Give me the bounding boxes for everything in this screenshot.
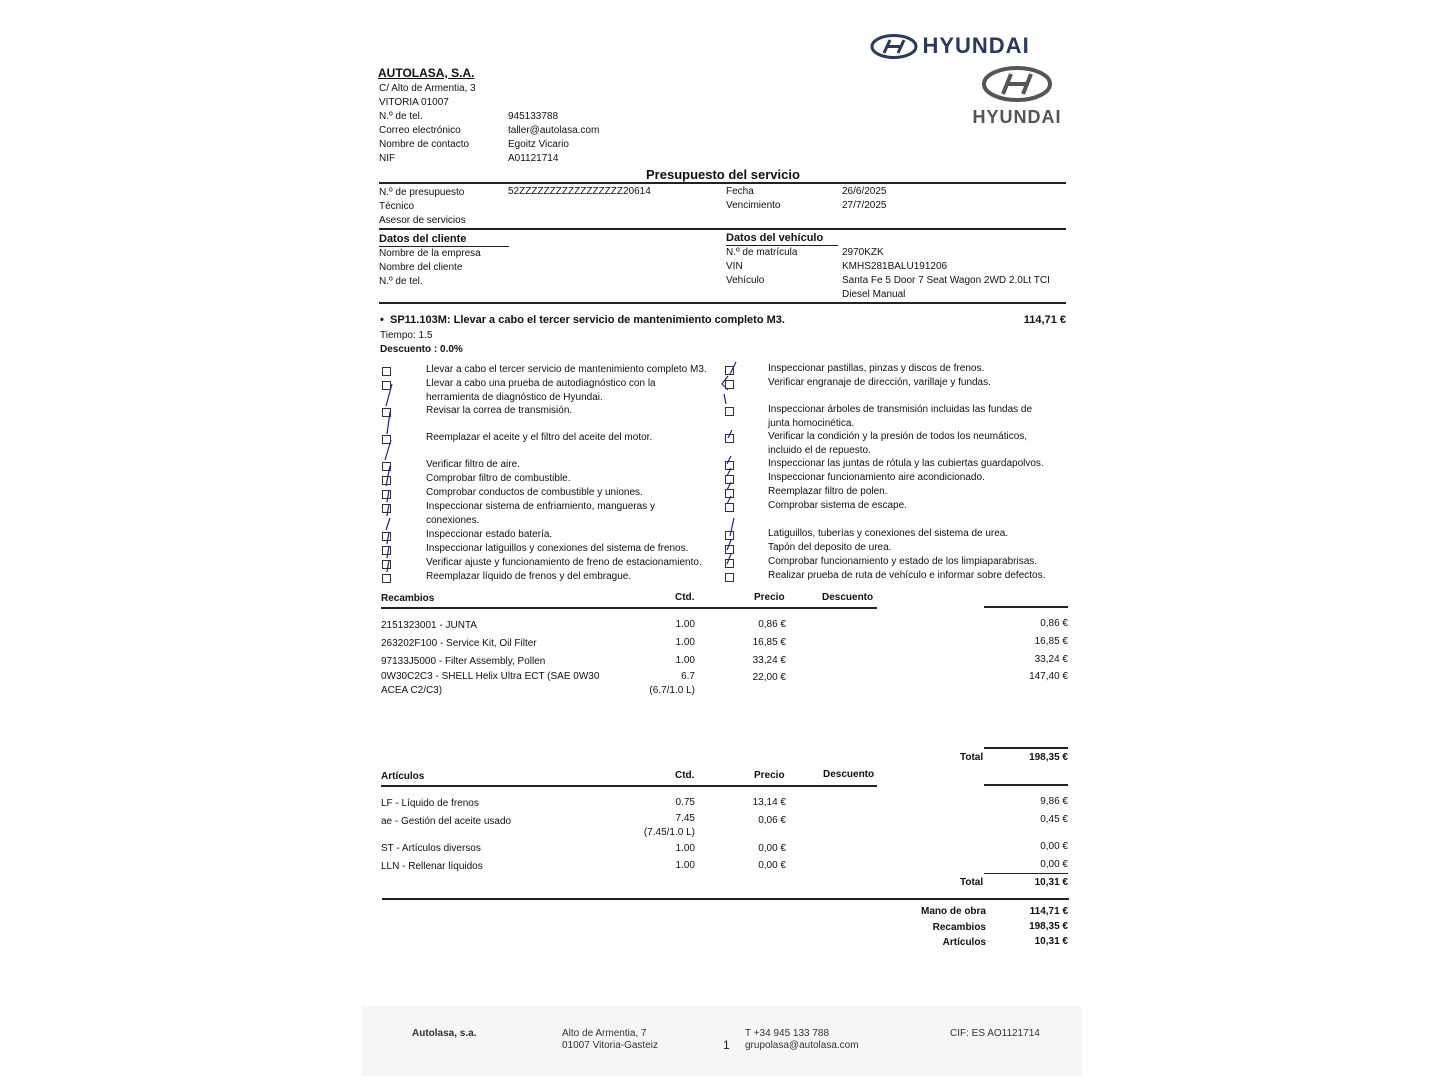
task-text: Comprobar sistema de escape. — [768, 500, 907, 511]
articles-header-name: Artículos — [381, 771, 425, 782]
budget-expiry: 27/7/2025 — [842, 200, 887, 211]
footer-address1: Alto de Armentia, 7 — [562, 1028, 647, 1039]
vehicle-vin: KMHS281BALU191206 — [842, 261, 948, 272]
article-total: 0,45 € — [1040, 814, 1068, 825]
budget-label: Técnico — [379, 201, 415, 212]
part-total: 0,86 € — [1040, 618, 1068, 629]
title-divider — [379, 182, 1066, 184]
parts-total-label: Total — [960, 752, 984, 763]
budget-label: Vencimiento — [726, 200, 781, 211]
part-price: 0,86 € — [758, 619, 786, 630]
article-qty: 1.00 — [675, 843, 695, 854]
company-row-label: Correo electrónico — [379, 125, 461, 136]
articles-header-price: Precio — [754, 770, 785, 781]
vehicle-divider — [379, 302, 1066, 304]
part-qty: 6.7 — [681, 671, 695, 682]
article-qty: 7.45 — [675, 813, 695, 824]
parts-total: 198,35 € — [1029, 752, 1068, 763]
hyundai-top-logo — [870, 33, 1030, 59]
task-text: Verificar la condición y la presión de todos los neumáticos, — [768, 431, 1028, 442]
parts-total-column-divider — [984, 606, 1068, 608]
company-row-value: 945133788 — [508, 111, 559, 122]
task-text: Inspeccionar funcionamiento aire acondicionado. — [768, 472, 985, 483]
company-row-value: taller@autolasa.com — [508, 125, 600, 136]
task-text: Inspeccionar árboles de transmisión incluidas las fundas de — [768, 404, 1033, 415]
article-name: LF - Líquido de frenos — [381, 798, 479, 809]
footer-cif: CIF: ES AO1121714 — [950, 1028, 1040, 1039]
vehicle-plate: 2970KZK — [842, 247, 884, 258]
company-name: AUTOLASA, S.A. — [378, 66, 475, 80]
summary-value: 10,31 € — [1034, 936, 1068, 947]
part-qty-detail: (6.7/1.0 L) — [649, 685, 695, 696]
part-name: 97133J5000 - Filter Assembly, Pollen — [381, 656, 546, 667]
task-text: junta homocinética. — [768, 418, 855, 429]
task-text: Llevar a cabo una prueba de autodiagnóstico con la — [426, 378, 656, 389]
task-text: Verificar engranaje de dirección, varillaje y fundas. — [768, 377, 991, 388]
footer-page-number: 1 — [723, 1038, 730, 1052]
task-text: Verificar ajuste y funcionamiento de freno de estacionamiento. — [426, 557, 702, 568]
task-text: Latiguillos, tuberías y conexiones del sistema de urea. — [768, 528, 1009, 539]
document-title: Presupuesto del servicio — [646, 167, 800, 182]
handwritten-tick-marks-right — [718, 360, 742, 584]
hyundai-emblem-icon — [870, 34, 918, 59]
task-text: Comprobar filtro de combustible. — [426, 473, 571, 484]
footer-phone: T +34 945 133 788 — [745, 1028, 830, 1039]
part-qty: 1.00 — [675, 637, 695, 648]
task-text: Realizar prueba de ruta de vehículo e informar sobre defectos. — [768, 570, 1046, 581]
vehicle-row-label: N.º de matrícula — [726, 247, 798, 258]
summary-value: 114,71 € — [1029, 906, 1068, 917]
article-qty: 0.75 — [675, 797, 695, 808]
parts-header-divider — [381, 607, 877, 609]
task-text: incluido el de repuesto. — [768, 445, 871, 456]
article-name: ae - Gestión del aceite usado — [381, 816, 512, 827]
parts-header-price: Precio — [754, 592, 785, 603]
article-price: 0,00 € — [758, 860, 786, 871]
article-total: 0,00 € — [1040, 859, 1068, 870]
page-footer — [362, 1006, 1082, 1076]
service-bullet: • — [380, 314, 384, 326]
articles-header-divider — [381, 785, 877, 787]
company-row-value: A01121714 — [508, 153, 559, 164]
task-text: conexiones. — [426, 515, 480, 526]
article-price: 0,06 € — [758, 815, 786, 826]
vehicle-row-label: VIN — [726, 261, 743, 272]
company-row-label: N.º de tel. — [379, 111, 423, 122]
articles-total-label: Total — [960, 877, 984, 888]
hyundai-emblem-grey-icon — [982, 66, 1052, 102]
task-text: Tapón del deposito de urea. — [768, 542, 892, 553]
part-total: 147,40 € — [1029, 671, 1068, 682]
part-qty: 1.00 — [675, 619, 695, 630]
vehicle-heading-underline — [726, 245, 838, 246]
vehicle-model: Santa Fe 5 Door 7 Seat Wagon 2WD 2.0Lt TCI — [842, 275, 1050, 286]
summary-label: Recambios — [932, 922, 986, 933]
vehicle-model-line2: Diesel Manual — [842, 289, 906, 300]
service-discount: Descuento : 0.0% — [380, 344, 463, 355]
parts-total-bottom-divider — [984, 784, 1068, 786]
articles-header-qty: Ctd. — [675, 770, 695, 781]
part-name: 263202F100 - Service Kit, Oil Filter — [381, 638, 537, 649]
part-total: 16,85 € — [1034, 636, 1068, 647]
budget-number: 52ZZZZZZZZZZZZZZZZZ20614 — [508, 186, 651, 197]
task-text: Inspeccionar pastillas, pinzas y discos de frenos. — [768, 363, 985, 374]
budget-date: 26/6/2025 — [842, 186, 887, 197]
client-row-label: Nombre del cliente — [379, 262, 463, 273]
article-qty-detail: (7.45/1.0 L) — [643, 827, 695, 838]
part-name: 2151323001 - JUNTA — [381, 620, 477, 631]
footer-address2: 01007 Vitoria-Gasteiz — [562, 1040, 658, 1051]
client-heading-underline — [379, 246, 509, 247]
part-qty: 1.00 — [675, 655, 695, 666]
articles-total-top-divider — [984, 873, 1068, 874]
vehicle-heading: Datos del vehículo — [726, 232, 824, 244]
summary-label: Mano de obra — [920, 906, 986, 917]
task-text: herramienta de diagnóstico de Hyundai. — [426, 392, 603, 403]
task-text: Llevar a cabo el tercer servicio de mantenimiento completo M3. — [426, 364, 707, 375]
client-row-label: Nombre de la empresa — [379, 248, 481, 259]
task-text: Reemplazar el aceite y el filtro del aceite del motor. — [426, 432, 653, 443]
parts-header-discount: Descuento — [822, 592, 874, 603]
hyundai-bottom-logo — [968, 66, 1066, 128]
part-price: 22,00 € — [752, 672, 786, 683]
client-row-label: N.º de tel. — [379, 276, 423, 287]
part-name: 0W30C2C3 - SHELL Helix Ultra ECT (SAE 0W30 — [381, 671, 600, 682]
task-text: Reemplazar filtro de polen. — [768, 486, 888, 497]
footer-company: Autolasa, s.a. — [412, 1028, 477, 1039]
footer-email: grupolasa@autolasa.com — [745, 1040, 859, 1051]
task-text: Comprobar funcionamiento y estado de los limpiaparabrisas. — [768, 556, 1038, 567]
article-price: 13,14 € — [752, 797, 786, 808]
company-row-label: Nombre de contacto — [379, 139, 470, 150]
company-address1: C/ Alto de Armentia, 3 — [379, 83, 476, 94]
article-name: LLN - Rellenar líquidos — [381, 861, 483, 872]
part-price: 16,85 € — [752, 637, 786, 648]
articles-header-discount: Descuento — [823, 769, 875, 780]
company-row-label: NIF — [379, 153, 396, 164]
service-price: 114,71 € — [1023, 314, 1066, 326]
budget-label: Asesor de servicios — [379, 215, 466, 226]
part-price: 33,24 € — [752, 655, 786, 666]
budget-divider — [379, 228, 1066, 230]
task-text: Comprobar conductos de combustible y uniones. — [426, 487, 643, 498]
service-title: SP11.103M: Llevar a cabo el tercer servicio de mantenimiento completo M3. — [390, 314, 785, 326]
company-row-value: Egoitz Vicario — [508, 139, 569, 150]
company-address2: VITORIA 01007 — [379, 97, 449, 108]
task-text: Inspeccionar sistema de enfriamiento, mangueras y — [426, 501, 656, 512]
articles-bottom-divider — [382, 898, 1069, 900]
handwritten-tick-marks-left — [378, 362, 398, 584]
service-time: Tiempo: 1.5 — [380, 330, 433, 341]
task-text: Revisar la correa de transmisión. — [426, 405, 573, 416]
article-qty: 1.00 — [675, 860, 695, 871]
part-name-line2: ACEA C2/C3) — [381, 685, 443, 696]
budget-label: Fecha — [726, 186, 754, 197]
task-text: Verificar filtro de aire. — [426, 459, 520, 470]
parts-header-name: Recambios — [381, 593, 435, 604]
budget-label: N.º de presupuesto — [379, 187, 465, 198]
article-price: 0,00 € — [758, 843, 786, 854]
article-name: ST - Artículos diversos — [381, 843, 481, 854]
client-heading: Datos del cliente — [379, 233, 467, 245]
task-text: Inspeccionar latiguillos y conexiones del sistema de frenos. — [426, 543, 689, 554]
task-text: Inspeccionar las juntas de rótula y las cubiertas guardapolvos. — [768, 458, 1044, 469]
task-text: Inspeccionar estado batería. — [426, 529, 553, 540]
task-text: Reemplazar líquido de frenos y del embrague. — [426, 571, 632, 582]
articles-total: 10,31 € — [1034, 877, 1068, 888]
parts-total-top-divider — [984, 747, 1068, 749]
vehicle-row-label: Vehículo — [726, 275, 765, 286]
hyundai-wordmark-top: HYUNDAI — [922, 33, 1030, 58]
summary-label: Artículos — [942, 937, 986, 948]
part-total: 33,24 € — [1034, 654, 1068, 665]
parts-header-qty: Ctd. — [675, 592, 695, 603]
summary-value: 198,35 € — [1029, 921, 1068, 932]
hyundai-wordmark-bottom: HYUNDAI — [972, 107, 1062, 127]
article-total: 0,00 € — [1040, 841, 1068, 852]
article-total: 9,86 € — [1040, 796, 1068, 807]
